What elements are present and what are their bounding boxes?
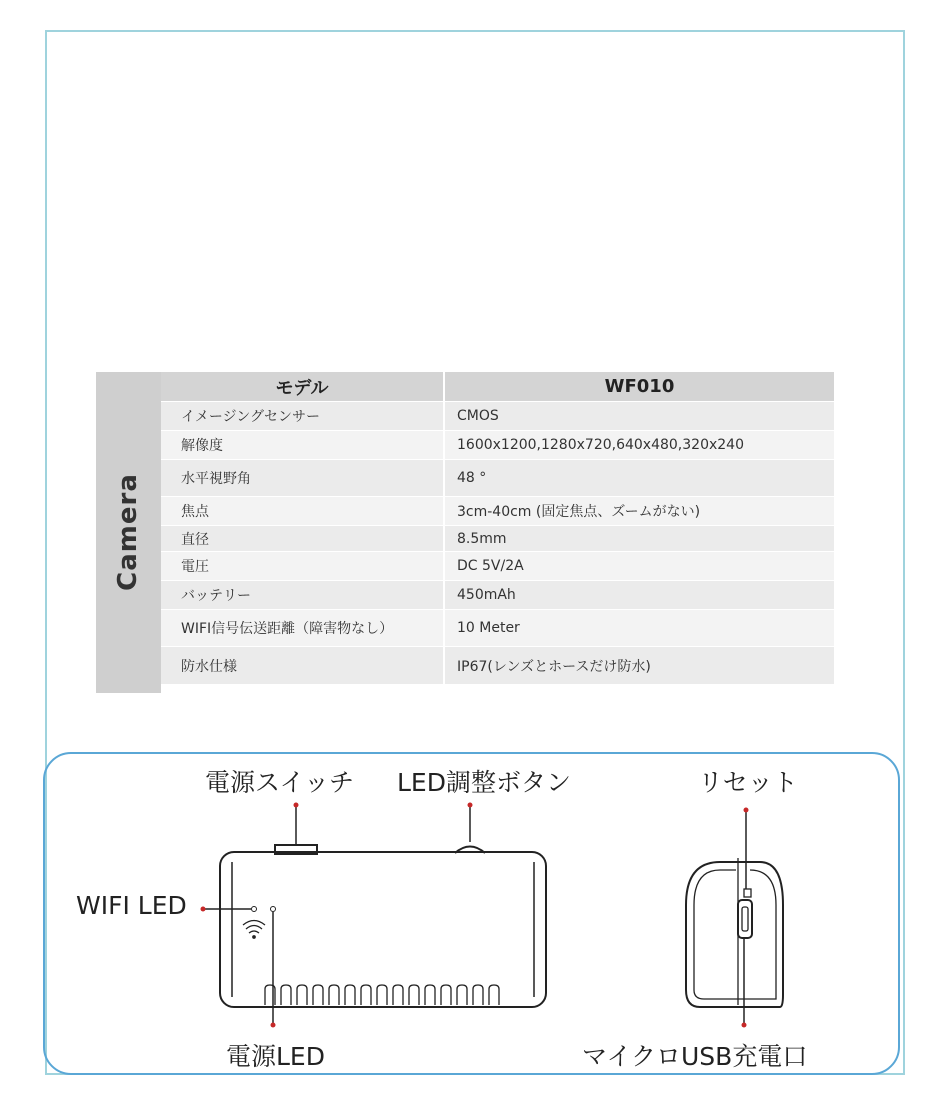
spec-value: 450mAh [457, 587, 516, 603]
vent-ridge [489, 985, 499, 1005]
led-button-pointer [468, 803, 473, 808]
vent-ridge [361, 985, 371, 1005]
reset-hole [744, 889, 751, 897]
vent-ridge [297, 985, 307, 1005]
vent-ridge [345, 985, 355, 1005]
micro-usb-label: マイクロUSB充電口 [582, 1042, 808, 1071]
power-switch-pointer [294, 803, 299, 808]
vent-ridges [265, 985, 499, 1005]
spec-label: イメージングセンサー [161, 402, 445, 430]
spec-value: 10 Meter [457, 620, 520, 636]
power-switch-label: 電源スイッチ [205, 768, 355, 797]
spec-label: 防水仕様 [161, 647, 445, 684]
spec-label: WIFI信号伝送距離（障害物なし） [161, 610, 445, 646]
vent-ridge [329, 985, 339, 1005]
wifi-led-dot [252, 907, 257, 912]
led-button-label: LED調整ボタン [397, 768, 571, 797]
spec-label: バッテリー [161, 581, 445, 609]
camera-side-view [686, 858, 783, 1007]
vent-ridge [473, 985, 483, 1005]
spec-label: 水平視野角 [161, 460, 445, 496]
spec-header-label: モデル [161, 372, 445, 401]
spec-value: IP67(レンズとホースだけ防水) [457, 658, 651, 675]
wifi-led-label: WIFI LED [76, 891, 187, 920]
reset-label: リセット [698, 768, 798, 797]
pointer-lines [201, 803, 749, 1028]
vent-ridge [313, 985, 323, 1005]
vent-ridge [377, 985, 387, 1005]
spec-header-value: WF010 [604, 376, 675, 397]
vent-ridge [457, 985, 467, 1005]
vent-ridge [441, 985, 451, 1005]
power-led-dot [271, 907, 276, 912]
micro-usb-pointer [742, 1023, 747, 1028]
spec-value: DC 5V/2A [457, 558, 524, 574]
reset-pointer [744, 808, 749, 813]
wifi-icon [243, 921, 265, 939]
camera-body [220, 852, 546, 1007]
spec-value: CMOS [457, 408, 499, 424]
vent-ridge [425, 985, 435, 1005]
power-led-label: 電源LED [226, 1042, 325, 1071]
vent-ridge [393, 985, 403, 1005]
micro-usb-port [738, 900, 752, 938]
spec-value: 3cm-40cm (固定焦点、ズームがない) [457, 504, 701, 520]
spec-value: 48 ° [457, 470, 487, 486]
wifi-led-pointer [201, 907, 206, 912]
camera-side-label: Camera [113, 473, 143, 591]
spec-label: 直径 [161, 526, 445, 551]
spec-label: 電圧 [161, 552, 445, 580]
power-led-pointer [271, 1023, 276, 1028]
spec-value: 8.5mm [457, 530, 507, 547]
vent-ridge [281, 985, 291, 1005]
vent-ridge [409, 985, 419, 1005]
spec-label: 焦点 [161, 497, 445, 525]
spec-value: 1600x1200,1280x720,640x480,320x240 [457, 437, 744, 453]
spec-label: 解像度 [161, 431, 445, 459]
